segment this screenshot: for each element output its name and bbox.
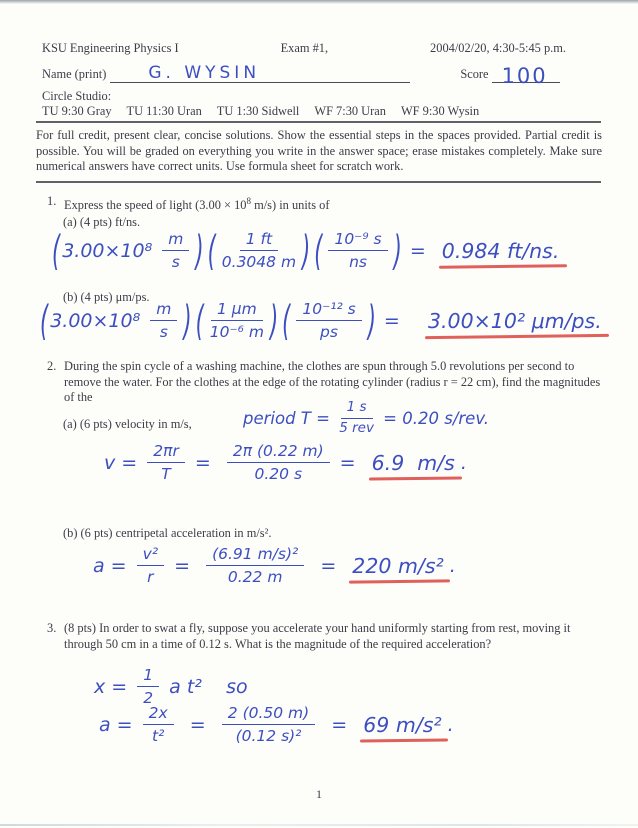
eq-denominator: s	[171, 253, 180, 272]
eq-token-par: )	[367, 297, 376, 345]
eq-numerator: 2π (0.22 m)	[227, 441, 330, 463]
eq-token-txt: = 0.20 s/rev.	[377, 408, 489, 428]
eq-token-par: (	[52, 227, 61, 275]
eq-token-txt: .	[441, 713, 454, 736]
eq-token-par: (	[207, 227, 216, 275]
problem-1-text-exponent: 8	[246, 196, 251, 206]
eq-token-ans: 0.984 ft/ns.	[441, 238, 560, 263]
studio-option-5: WF 9:30 Wysin	[400, 104, 480, 118]
eq-token-txt: .	[443, 554, 456, 577]
eq-token-txt: 3.00×10⁸	[50, 309, 147, 332]
eq-denominator: 0.22 m	[227, 568, 283, 587]
eq-token-par: )	[302, 227, 311, 275]
problem-3	[47, 621, 601, 652]
eq-token-txt: =	[308, 554, 343, 577]
eq-token-txt: v =	[104, 451, 144, 474]
eq-token-txt: =	[188, 451, 223, 474]
problem-3-text: (8 pts) In order to swat a fly, suppose you accelerate your hand uniformly starting from rest, moving it through 50 cm in a time of 0.12 s. What is the magnitude of the required acceleration?	[64, 621, 571, 651]
eq-token-txt: =	[333, 451, 362, 474]
score-blank-line	[492, 59, 560, 89]
handwritten-score: 100	[501, 64, 548, 89]
eq-denominator: ns	[349, 253, 367, 272]
eq-denominator: 2	[143, 689, 154, 708]
eq-token-par: )	[183, 297, 192, 345]
eq-denominator: 0.3048 m	[221, 253, 297, 272]
eq-token-par: (	[40, 297, 49, 345]
course-title: KSU Engineering Physics I	[42, 41, 179, 55]
studio-option-1: TU 9:30 Gray	[42, 104, 112, 118]
eq-token-par: (	[314, 227, 323, 275]
eq-token-ans: 3.00×10² μm/ps.	[427, 308, 602, 333]
problem-2-number: 2.	[47, 359, 57, 373]
problem-2-text: During the spin cycle of a washing machine, the clothes are spun through 5.0 revolutions per second to remove the water. For the clothes at the edge of the rotating cylinder (radius r = 22 cm), find the magnitudes of the	[64, 359, 601, 405]
eq-token-txt: .	[454, 451, 467, 474]
problem-1b-label: (b) (4 pts) μm/ps.	[63, 290, 150, 304]
exam-title: Exam #1,	[280, 41, 329, 55]
eq-numerator: 1 s	[341, 399, 373, 419]
eq-numerator: 10⁻⁹ s	[328, 229, 387, 251]
problem-1-number: 1.	[47, 194, 57, 208]
eq-token-txt: =	[319, 713, 354, 736]
problem-1-text-post: m/s) in units of	[251, 198, 330, 213]
eq-denominator: 0.20 s	[254, 465, 303, 484]
eq-numerator: 1 ft	[240, 229, 278, 251]
handwritten-work-2a	[104, 441, 467, 484]
eq-token-txt: a =	[99, 713, 139, 736]
exam-datetime: 2004/02/20, 4:30-5:45 p.m.	[430, 41, 566, 55]
problem-3-number: 3.	[47, 621, 57, 635]
eq-token-frac	[147, 441, 185, 484]
eq-token-frac	[227, 441, 330, 484]
eq-token-frac	[137, 665, 159, 708]
eq-numerator: m	[150, 299, 177, 321]
eq-numerator: 2 (0.50 m)	[222, 703, 315, 725]
problem-1a-label: (a) (4 pts) ft/ns.	[63, 215, 141, 229]
name-blank-line	[110, 61, 410, 83]
eq-token-txt: =	[168, 554, 203, 577]
eq-token-ans: 220 m/s²	[352, 553, 444, 578]
eq-token-txt: x =	[94, 675, 134, 698]
eq-token-frac	[222, 229, 296, 272]
eq-token-txt: =	[403, 239, 432, 262]
eq-token-ans: 6.9 m/s	[371, 450, 455, 475]
eq-denominator: ps	[320, 323, 338, 342]
eq-token-frac	[222, 703, 315, 746]
eq-token-frac	[210, 299, 264, 342]
problem-1-text	[64, 194, 587, 214]
problem-1-text-pre: Express the speed of light (3.00 × 10	[64, 198, 247, 213]
divider-top	[36, 121, 601, 123]
handwritten-work-2b	[93, 544, 456, 587]
scan-edge-bottom	[0, 824, 638, 826]
eq-numerator: 2x	[143, 703, 174, 725]
eq-numerator: m	[162, 229, 189, 251]
studio-option-4: WF 7:30 Uran	[314, 104, 386, 118]
eq-denominator: 5 rev	[339, 419, 374, 436]
name-label: Name (print)	[42, 67, 107, 82]
eq-numerator: 10⁻¹² s	[296, 299, 361, 321]
eq-token-txt: =	[177, 713, 218, 736]
eq-token-par: (	[282, 297, 291, 345]
studio-option-2: TU 11:30 Uran	[126, 104, 202, 118]
problem-1	[47, 194, 587, 214]
handwritten-work-1a	[50, 227, 560, 275]
eq-numerator: (6.91 m/s)²	[206, 544, 304, 566]
eq-denominator: r	[147, 568, 154, 587]
score-label: Score	[460, 67, 489, 82]
studio-options	[42, 104, 582, 120]
handwritten-work-3-solution	[99, 703, 454, 746]
eq-token-ans: 69 m/s²	[363, 712, 442, 737]
handwritten-period-note	[243, 399, 489, 437]
eq-denominator: t²	[152, 727, 165, 746]
eq-denominator: T	[161, 465, 171, 484]
scan-edge-top	[0, 0, 638, 4]
header-row-title	[42, 41, 566, 57]
circle-studio-label: Circle Studio:	[42, 89, 112, 103]
page-number: 1	[316, 787, 322, 801]
eq-token-frac	[143, 703, 174, 746]
eq-token-frac	[137, 544, 164, 587]
eq-token-frac	[150, 299, 177, 342]
eq-token-txt: a t² so	[163, 675, 248, 698]
eq-token-frac	[162, 229, 189, 272]
eq-token-txt: =	[377, 309, 418, 332]
eq-denominator: s	[159, 323, 168, 342]
eq-numerator: 2πr	[147, 441, 185, 463]
eq-token-par: )	[393, 227, 402, 275]
eq-token-frac	[339, 399, 374, 437]
eq-token-txt: 3.00×10⁸	[62, 239, 159, 262]
instructions-paragraph: For full credit, present clear, concise solutions. Show the essential steps in the spaces provided. Partial credit is possible. You will be graded on everything you write in the answer space; erase mistakes completely. Make sure numerical answers have correct units. Use formula sheet for scratch work.	[36, 128, 602, 174]
eq-token-frac	[328, 229, 387, 272]
eq-token-txt: period T =	[243, 408, 336, 428]
eq-token-par: )	[195, 227, 204, 275]
eq-token-frac	[296, 299, 361, 342]
handwritten-work-3-setup	[94, 665, 248, 708]
eq-numerator: v²	[137, 544, 164, 566]
eq-token-frac	[206, 544, 304, 587]
studio-option-3: TU 1:30 Sidwell	[216, 104, 300, 118]
eq-denominator: (0.12 s)²	[235, 727, 302, 746]
eq-numerator: 1	[137, 665, 159, 687]
problem-2b-label: (b) (6 pts) centripetal acceleration in m/s².	[63, 526, 272, 540]
divider-instructions	[36, 181, 601, 183]
eq-token-par: )	[269, 297, 279, 345]
eq-token-par: (	[195, 297, 204, 345]
handwritten-name: G. WYSIN	[148, 63, 261, 84]
eq-token-txt: a =	[93, 554, 133, 577]
problem-2a-label: (a) (6 pts) velocity in m/s,	[63, 417, 192, 431]
eq-numerator: 1 μm	[211, 299, 263, 321]
eq-denominator: 10⁻⁶ m	[209, 323, 264, 342]
header-row-name	[42, 61, 573, 89]
